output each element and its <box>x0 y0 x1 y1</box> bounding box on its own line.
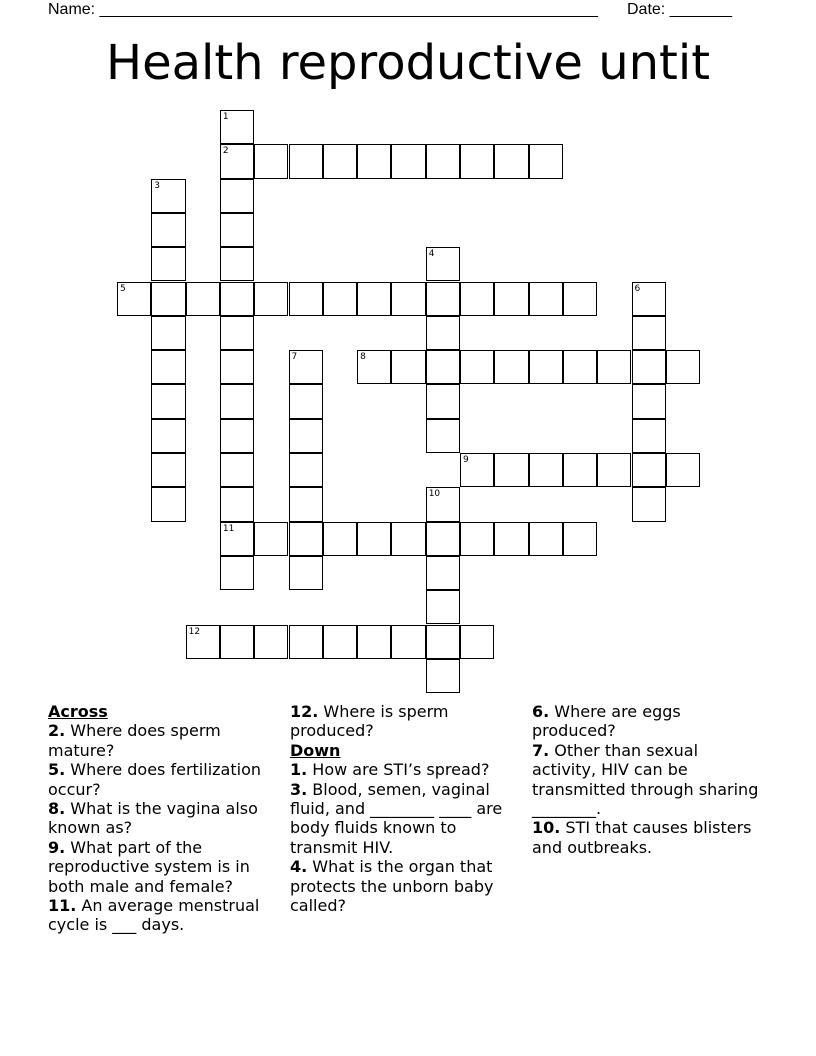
clue-down-4: 4. What is the organ that protects the unborn baby called? <box>290 857 494 916</box>
crossword-cell[interactable] <box>632 384 666 418</box>
crossword-cell[interactable] <box>220 316 254 350</box>
crossword-cell[interactable] <box>529 144 563 178</box>
crossword-cell[interactable] <box>391 350 425 384</box>
crossword-cell[interactable] <box>220 144 254 178</box>
crossword-cell[interactable] <box>151 350 185 384</box>
crossword-cell[interactable] <box>426 282 460 316</box>
crossword-cell[interactable] <box>391 144 425 178</box>
crossword-cell[interactable] <box>254 144 288 178</box>
crossword-cell[interactable] <box>357 522 391 556</box>
crossword-cell[interactable] <box>254 282 288 316</box>
clue-across-11: 11. An average menstrual cycle is ___ days. <box>48 896 260 935</box>
page-title: Health reproductive untit <box>105 35 711 91</box>
clue-across-2: 2. Where does sperm mature? <box>48 721 221 760</box>
crossword-cell[interactable] <box>426 659 460 693</box>
crossword-cell[interactable] <box>220 350 254 384</box>
crossword-cell[interactable] <box>151 179 185 213</box>
crossword-cell[interactable] <box>323 144 357 178</box>
crossword-cell[interactable] <box>460 282 494 316</box>
crossword-cell[interactable] <box>426 487 460 521</box>
clue-number: 3 <box>154 180 161 191</box>
crossword-cell[interactable] <box>151 419 185 453</box>
crossword-cell[interactable] <box>426 247 460 281</box>
crossword-cell[interactable] <box>426 625 460 659</box>
crossword-cell[interactable] <box>597 453 631 487</box>
crossword-cell[interactable] <box>391 625 425 659</box>
crossword-cell[interactable] <box>289 282 323 316</box>
crossword-cell[interactable] <box>220 179 254 213</box>
crossword-cell[interactable] <box>289 350 323 384</box>
clue-column-1 <box>48 702 278 935</box>
crossword-cell[interactable] <box>494 282 528 316</box>
crossword-cell[interactable] <box>632 350 666 384</box>
down-heading: Down <box>290 740 341 760</box>
clue-across-8: 8. What is the vagina also known as? <box>48 799 258 838</box>
crossword-cell[interactable] <box>323 522 357 556</box>
crossword-cell[interactable] <box>289 522 323 556</box>
clue-number: 4 <box>428 249 435 260</box>
crossword-cell[interactable] <box>632 282 666 316</box>
crossword-cell[interactable] <box>220 282 254 316</box>
crossword-cell[interactable] <box>563 350 597 384</box>
crossword-cell[interactable] <box>563 453 597 487</box>
crossword-cell[interactable] <box>220 556 254 590</box>
crossword-cell[interactable] <box>460 522 494 556</box>
clue-number: 9 <box>463 455 469 465</box>
crossword-cell[interactable] <box>220 110 254 144</box>
crossword-cell[interactable] <box>220 384 254 418</box>
crossword-cell[interactable] <box>632 419 666 453</box>
clue-number: 6 <box>634 283 641 294</box>
clue-down-1: 1. How are STI’s spread? <box>290 760 490 780</box>
crossword-cell[interactable] <box>289 144 323 178</box>
crossword-cell[interactable] <box>632 316 666 350</box>
crossword-cell[interactable] <box>289 453 323 487</box>
clue-number: 2 <box>222 146 229 157</box>
clue-number: 7 <box>291 352 298 363</box>
name-field-line: Name: ________________________________________________________ <box>48 1 598 18</box>
crossword-cell[interactable] <box>391 282 425 316</box>
crossword-cell[interactable] <box>151 384 185 418</box>
clue-down-10: 10. STI that causes blisters and outbreaks. <box>532 818 752 857</box>
crossword-cell[interactable] <box>426 522 460 556</box>
crossword-cell[interactable] <box>529 522 563 556</box>
crossword-cell[interactable] <box>220 247 254 281</box>
clue-number: 1 <box>222 112 229 122</box>
crossword-cell[interactable] <box>563 522 597 556</box>
crossword-cell[interactable] <box>151 282 185 316</box>
crossword-cell[interactable] <box>357 144 391 178</box>
clue-across-9: 9. What part of the reproductive system is in both male and female? <box>48 837 250 896</box>
crossword-cell[interactable] <box>186 282 220 316</box>
crossword-cell[interactable] <box>151 247 185 281</box>
clue-number: 8 <box>360 352 366 363</box>
crossword-cell[interactable] <box>357 282 391 316</box>
crossword-cell[interactable] <box>529 282 563 316</box>
clue-down-6: 6. Where are eggs produced? <box>532 702 681 741</box>
crossword-cell[interactable] <box>597 350 631 384</box>
crossword-cell[interactable] <box>151 316 185 350</box>
crossword-cell[interactable] <box>220 625 254 659</box>
crossword-cell[interactable] <box>117 282 151 316</box>
crossword-cell[interactable] <box>151 487 185 521</box>
crossword-cell[interactable] <box>632 453 666 487</box>
crossword-cell[interactable] <box>460 625 494 659</box>
crossword-cell[interactable] <box>289 487 323 521</box>
clue-across-12: 12. Where is sperm produced? <box>290 702 449 741</box>
crossword-cell[interactable] <box>460 144 494 178</box>
clue-down-3: 3. Blood, semen, vaginal fluid, and ________ ____ are body fluids known to transmit HIV. <box>290 779 503 857</box>
crossword-cell[interactable] <box>220 213 254 247</box>
crossword-cell[interactable] <box>426 590 460 624</box>
crossword-cell[interactable] <box>323 282 357 316</box>
clue-column-2 <box>290 702 515 915</box>
crossword-cell[interactable] <box>563 282 597 316</box>
crossword-cell[interactable] <box>254 522 288 556</box>
crossword-cell[interactable] <box>426 350 460 384</box>
crossword-cell[interactable] <box>220 453 254 487</box>
clue-down-7: 7. Other than sexual activity, HIV can be transmitted through sharing ________. <box>532 740 759 819</box>
crossword-cell[interactable] <box>323 625 357 659</box>
crossword-cell[interactable] <box>254 625 288 659</box>
crossword-cell[interactable] <box>426 384 460 418</box>
clue-number: 11 <box>222 523 235 534</box>
crossword-cell[interactable] <box>494 144 528 178</box>
crossword-cell[interactable] <box>289 625 323 659</box>
date-field-line: Date: _______ <box>627 1 732 18</box>
crossword-cell[interactable] <box>460 350 494 384</box>
crossword-cell[interactable] <box>151 453 185 487</box>
crossword-cell[interactable] <box>357 625 391 659</box>
crossword-cell[interactable] <box>426 419 460 453</box>
crossword-cell[interactable] <box>426 144 460 178</box>
crossword-cell[interactable] <box>666 350 700 384</box>
crossword-cell[interactable] <box>460 453 494 487</box>
crossword-cell[interactable] <box>289 384 323 418</box>
crossword-cell[interactable] <box>494 522 528 556</box>
crossword-cell[interactable] <box>494 453 528 487</box>
crossword-cell[interactable] <box>151 213 185 247</box>
crossword-cell[interactable] <box>494 350 528 384</box>
clue-number: 10 <box>428 489 441 500</box>
crossword-cell[interactable] <box>391 522 425 556</box>
clue-number: 12 <box>188 626 201 637</box>
crossword-cell[interactable] <box>289 556 323 590</box>
clue-column-3 <box>532 702 762 857</box>
crossword-cell[interactable] <box>220 522 254 556</box>
crossword-cell[interactable] <box>666 453 700 487</box>
crossword-cell[interactable] <box>529 350 563 384</box>
crossword-cell[interactable] <box>426 316 460 350</box>
clue-number: 5 <box>120 283 126 294</box>
crossword-cell[interactable] <box>357 350 391 384</box>
crossword-cell[interactable] <box>289 419 323 453</box>
crossword-cell[interactable] <box>529 453 563 487</box>
across-heading: Across <box>48 702 108 721</box>
crossword-cell[interactable] <box>186 625 220 659</box>
crossword-cell[interactable] <box>426 556 460 590</box>
crossword-cell[interactable] <box>220 419 254 453</box>
crossword-cell[interactable] <box>220 487 254 521</box>
crossword-cell[interactable] <box>632 487 666 521</box>
clue-across-5: 5. Where does fertilization occur? <box>48 760 261 799</box>
